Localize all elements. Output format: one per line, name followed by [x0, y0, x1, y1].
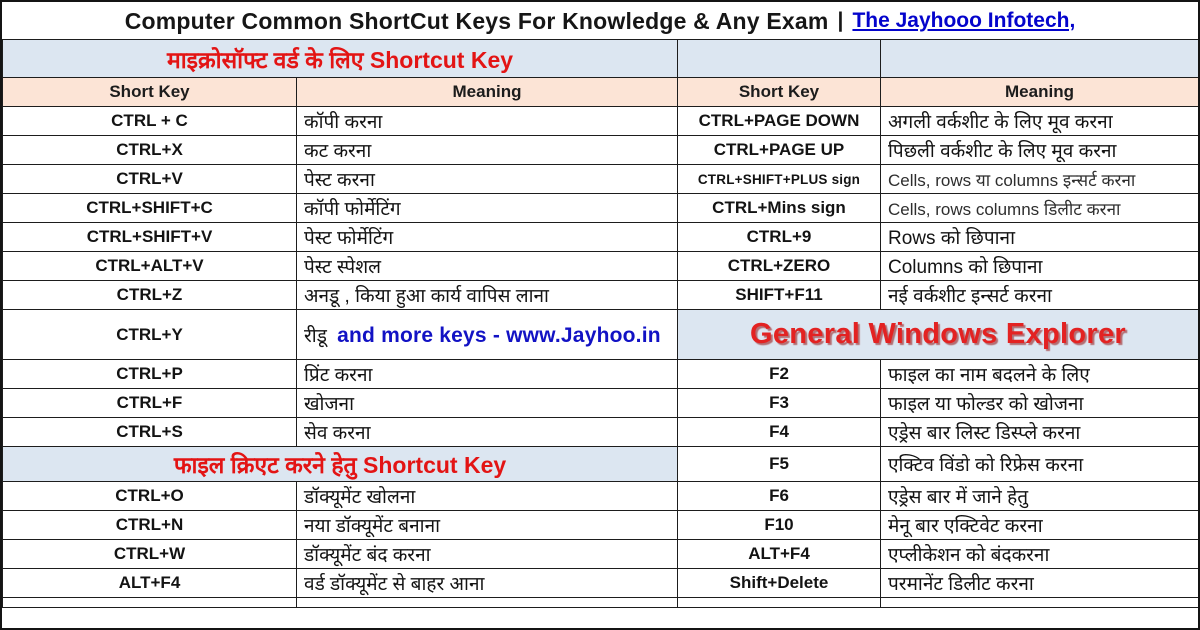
- left-meaning: डॉक्यूमेंट बंद करना: [297, 540, 678, 569]
- section-header-word: [3, 40, 678, 78]
- table-row: [3, 223, 1199, 252]
- table-row: [3, 569, 1199, 598]
- partial-cell: [3, 598, 297, 608]
- page-title: [2, 2, 1198, 39]
- left-meaning: वर्ड डॉक्यूमेंट से बाहर आना: [297, 569, 678, 598]
- left-shortkey: CTRL+V: [3, 165, 297, 194]
- right-shortkey: CTRL+ZERO: [678, 252, 881, 281]
- partial-cell: [297, 598, 678, 608]
- right-meaning: अगली वर्कशीट के लिए मूव करना: [881, 107, 1199, 136]
- right-shortkey: F5: [678, 447, 881, 482]
- left-shortkey: CTRL+SHIFT+C: [3, 194, 297, 223]
- section-file-hindi: फाइल क्रिएट करने हेतु: [173, 452, 357, 478]
- partial-cell: [678, 598, 881, 608]
- partial-cell: [881, 598, 1199, 608]
- left-meaning: कट करना: [297, 136, 678, 165]
- left-shortkey: CTRL+W: [3, 540, 297, 569]
- table-row-ctrl-y: [3, 310, 1199, 360]
- left-shortkey: CTRL+P: [3, 360, 297, 389]
- right-meaning: एड्रेस बार लिस्ट डिस्प्ले करना: [881, 418, 1199, 447]
- table-row: [3, 252, 1199, 281]
- title-separator: |: [837, 9, 844, 32]
- left-meaning: पेस्ट करना: [297, 165, 678, 194]
- right-meaning: फाइल या फोल्डर को खोजना: [881, 389, 1199, 418]
- left-meaning-with-promo: [297, 310, 678, 360]
- right-shortkey: CTRL+PAGE DOWN: [678, 107, 881, 136]
- right-meaning: एड्रेस बार में जाने हेतु: [881, 482, 1199, 511]
- col-header-shortkey-right: Short Key: [678, 78, 881, 107]
- left-meaning: अनडू , किया हुआ कार्य वापिस लाना: [297, 281, 678, 310]
- left-meaning: खोजना: [297, 389, 678, 418]
- right-meaning: एक्टिव विंडो को रिफ्रेस करना: [881, 447, 1199, 482]
- table-row: [3, 511, 1199, 540]
- left-shortkey: CTRL+X: [3, 136, 297, 165]
- right-meaning: Cells, rows columns डिलीट करना: [881, 194, 1199, 223]
- empty-band-cell: [678, 40, 881, 78]
- right-shortkey: F4: [678, 418, 881, 447]
- right-meaning: मेनू बार एक्टिवेट करना: [881, 511, 1199, 540]
- left-meaning: पेस्ट फोर्मेटिंग: [297, 223, 678, 252]
- table-row: [3, 482, 1199, 511]
- col-header-meaning-left: Meaning: [297, 78, 678, 107]
- left-meaning: नया डॉक्यूमेंट बनाना: [297, 511, 678, 540]
- section-file-latin: Shortcut Key: [363, 452, 507, 478]
- redo-hindi-text: रीडू: [304, 325, 327, 347]
- shortcut-table: [2, 39, 1199, 608]
- brand-link[interactable]: The Jayhooo Infotech,: [852, 9, 1076, 32]
- column-header-row: [3, 78, 1199, 107]
- table-row-file-section: [3, 447, 1199, 482]
- left-meaning: डॉक्यूमेंट खोलना: [297, 482, 678, 511]
- left-meaning: प्रिंट करना: [297, 360, 678, 389]
- right-meaning: एप्लीकेशन को बंदकरना: [881, 540, 1199, 569]
- right-shortkey: F6: [678, 482, 881, 511]
- right-shortkey: F2: [678, 360, 881, 389]
- left-shortkey: CTRL+F: [3, 389, 297, 418]
- table-row: [3, 540, 1199, 569]
- left-shortkey: CTRL+Y: [3, 310, 297, 360]
- table-row: [3, 136, 1199, 165]
- table-row: [3, 360, 1199, 389]
- left-meaning: सेव करना: [297, 418, 678, 447]
- right-shortkey: F3: [678, 389, 881, 418]
- left-shortkey: CTRL + C: [3, 107, 297, 136]
- table-row: [3, 389, 1199, 418]
- left-shortkey: CTRL+SHIFT+V: [3, 223, 297, 252]
- right-shortkey: CTRL+Mins sign: [678, 194, 881, 223]
- section-band-word: [3, 40, 1199, 78]
- left-shortkey: CTRL+ALT+V: [3, 252, 297, 281]
- right-shortkey: CTRL+SHIFT+PLUS sign: [678, 165, 881, 194]
- left-shortkey: CTRL+N: [3, 511, 297, 540]
- left-shortkey: ALT+F4: [3, 569, 297, 598]
- section-header-file-create: [3, 447, 678, 482]
- right-shortkey: Shift+Delete: [678, 569, 881, 598]
- left-meaning: कॉपी करना: [297, 107, 678, 136]
- table-row: [3, 281, 1199, 310]
- right-shortkey: ALT+F4: [678, 540, 881, 569]
- right-shortkey: CTRL+PAGE UP: [678, 136, 881, 165]
- left-meaning: पेस्ट स्पेशल: [297, 252, 678, 281]
- right-meaning: Rows को छिपाना: [881, 223, 1199, 252]
- col-header-shortkey-left: Short Key: [3, 78, 297, 107]
- left-shortkey: CTRL+S: [3, 418, 297, 447]
- table-row: [3, 165, 1199, 194]
- table-row: [3, 107, 1199, 136]
- right-meaning: परमानेंट डिलीट करना: [881, 569, 1199, 598]
- left-meaning: कॉपी फोर्मेटिंग: [297, 194, 678, 223]
- right-shortkey: SHIFT+F11: [678, 281, 881, 310]
- left-shortkey: CTRL+O: [3, 482, 297, 511]
- section-word-hindi: माइक्रोसॉफ्ट वर्ड के लिए: [166, 46, 364, 73]
- right-shortkey: CTRL+9: [678, 223, 881, 252]
- col-header-meaning-right: Meaning: [881, 78, 1199, 107]
- right-meaning: Columns को छिपाना: [881, 252, 1199, 281]
- promo-link-text[interactable]: and more keys - www.Jayhoo.in: [337, 323, 661, 347]
- right-meaning: नई वर्कशीट इन्सर्ट करना: [881, 281, 1199, 310]
- table-row: [3, 418, 1199, 447]
- right-meaning: पिछली वर्कशीट के लिए मूव करना: [881, 136, 1199, 165]
- empty-band-cell: [881, 40, 1199, 78]
- right-meaning: फाइल का नाम बदलने के लिए: [881, 360, 1199, 389]
- section-header-windows-explorer: General Windows Explorer: [678, 310, 1199, 360]
- table-row: [3, 194, 1199, 223]
- partial-clipped-row: [3, 598, 1199, 608]
- left-shortkey: CTRL+Z: [3, 281, 297, 310]
- right-shortkey: F10: [678, 511, 881, 540]
- section-word-latin: Shortcut Key: [369, 46, 514, 73]
- title-text: Computer Common ShortCut Keys For Knowledge & Any Exam: [124, 7, 829, 34]
- right-meaning: Cells, rows या columns इन्सर्ट करना: [881, 165, 1199, 194]
